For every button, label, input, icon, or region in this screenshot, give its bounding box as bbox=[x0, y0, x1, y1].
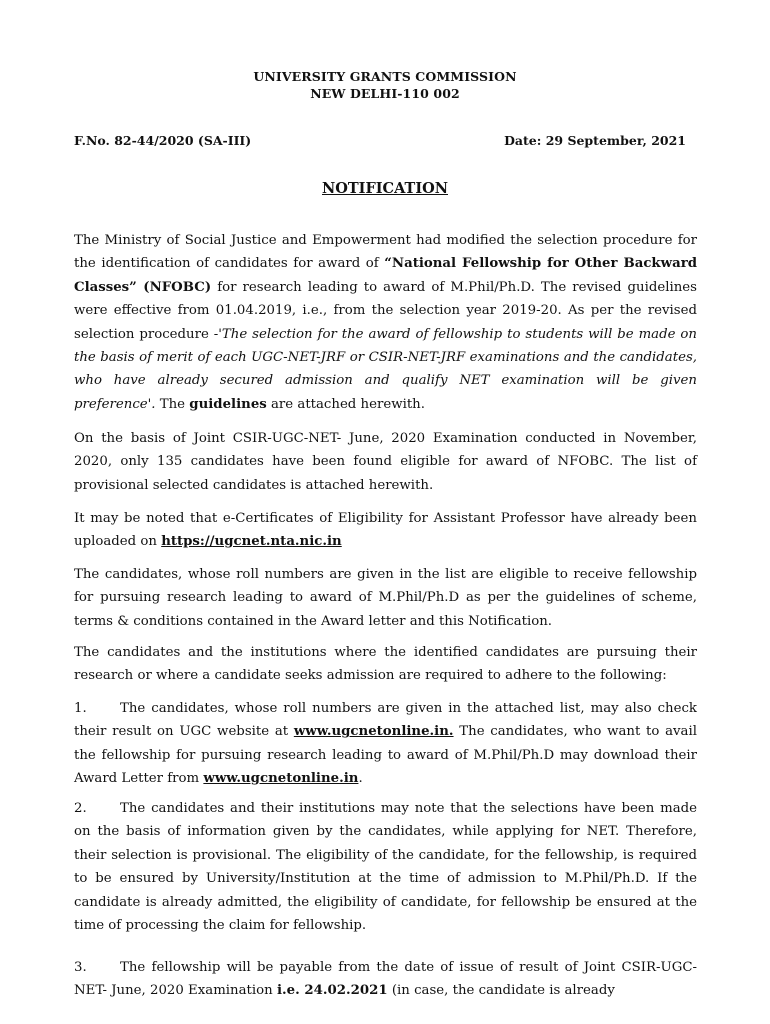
item-1-text-2: The candidates, who want to avail the fellowship for pursuing research leading to award of M.Phil/Ph.D may download their Award Letter from bbox=[74, 724, 697, 787]
paragraph-2: On the basis of Joint CSIR-UGC-NET- June, 2020 Examination conducted in November, 2020, only 135 candidates have been found eligible for award of NFOBC. The list of provisional selected candidates is attached herewith. bbox=[74, 431, 697, 493]
org-address: NEW DELHI-110 002 bbox=[310, 86, 460, 101]
item-3-text-2: (in case, the candidate is already bbox=[387, 983, 615, 999]
p1-text-1: The Ministry of Social Justice and Empowerment had modified the selection procedure for the identification of candidates for award of bbox=[74, 233, 697, 272]
p1-quote: 'The selection for the award of fellowship to students will be made on the basis of merit of each UGC-NET-JRF or CSIR-NET-JRF examinations and the candidates, who have already secured admission and qualify NET examination will be given preference'. bbox=[74, 326, 697, 412]
item-3-number: 3. bbox=[74, 960, 87, 975]
list-item-3 bbox=[74, 956, 697, 1003]
org-name: UNIVERSITY GRANTS COMMISSION bbox=[253, 69, 517, 84]
ugcnet-nta-link[interactable]: https://ugcnet.nta.nic.in bbox=[161, 534, 342, 550]
list-item-1 bbox=[74, 697, 697, 791]
p1-text-3: The bbox=[155, 396, 190, 412]
paragraph-5: The candidates and the institutions where the identified candidates are pursuing their research or where a candidate seeks admission are required to adhere to the following: bbox=[74, 645, 697, 684]
p1-text-2: for research leading to award of M.Phil/Ph.D. The revised guidelines were effective from 01.04.2019, i.e., from the selection year 2019-20. As per the revised selection procedure - bbox=[74, 279, 697, 342]
item-2-text: The candidates and their institutions may note that the selections have been made on the basis of information given by the candidates, while applying for NET. Therefore, their selection is provisional. The eligibility of the candidate, for the fellowship, is required to be ensured by University/Institution at the time of admission to M.Phil/Ph.D. If the candidate is already admitted, the eligibility of candidate, for fellowship be ensured at the time of processing the claim for fellowship. bbox=[74, 801, 697, 934]
list-item-2 bbox=[74, 797, 697, 937]
p1-text-4: are attached herewith. bbox=[266, 396, 425, 412]
p1-fellowship-name: “National Fellowship for Other Backward Classes” (NFOBC) bbox=[74, 256, 697, 295]
paragraph-3 bbox=[74, 507, 697, 554]
item-1-number: 1. bbox=[74, 701, 87, 716]
paragraph-4: The candidates, whose roll numbers are given in the list are eligible to receive fellowship for pursuing research leading to award of M.Phil/Ph.D as per the guidelines of scheme, terms & conditions contained in the Award letter and this Notification. bbox=[74, 567, 697, 629]
p3-text: It may be noted that e-Certificates of Eligibility for Assistant Professor have already been uploaded on bbox=[74, 511, 697, 550]
item-3-text-1: The fellowship will be payable from the date of issue of result of Joint CSIR-UGC-NET- June, 2020 Examination bbox=[74, 960, 697, 999]
ugcnetonline-link-1[interactable]: www.ugcnetonline.in. bbox=[293, 724, 454, 740]
file-number: F.No. 82-44/2020 (SA-III) bbox=[74, 133, 252, 148]
notification-date: Date: 29 September, 2021 bbox=[504, 133, 686, 148]
paragraph-1 bbox=[74, 229, 697, 416]
ugcnetonline-link-2[interactable]: www.ugcnetonline.in bbox=[203, 771, 359, 787]
guidelines-link[interactable]: guidelines bbox=[189, 396, 267, 412]
item-2-number: 2. bbox=[74, 801, 87, 816]
notification-title: NOTIFICATION bbox=[322, 180, 448, 197]
item-1-text-3: . bbox=[358, 771, 363, 787]
item-1-text-1: The candidates, whose roll numbers are given in the attached list, may also check their result on UGC website at bbox=[74, 701, 697, 740]
item-3-result-date: i.e. 24.02.2021 bbox=[276, 983, 388, 999]
